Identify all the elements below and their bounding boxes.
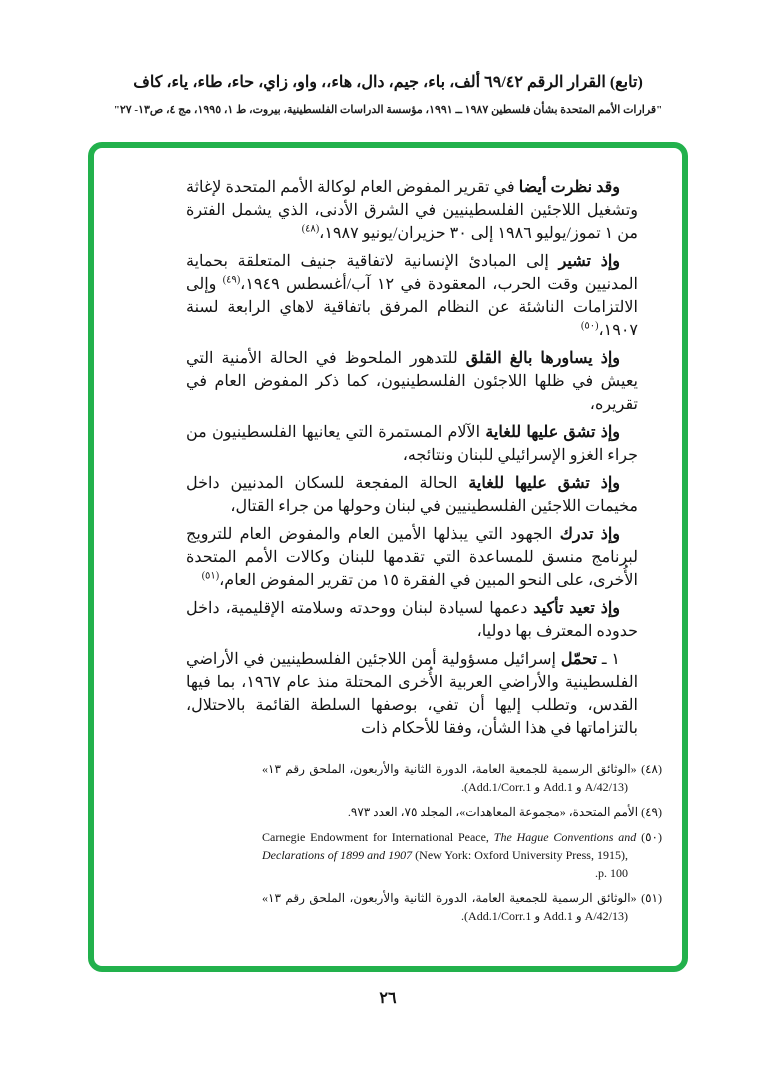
body-paragraph: وإذ تشير إلى المبادئ الإنسانية لاتفاقية جنيف المتعلقة بحماية المدنيين وقت الحرب، المعقودة في ١٢ آب/أغسطس ١٩٤٩،$^{(٤٩)}$ وإلى الالتزامات الناشئة عن النظام المرفق باتفاقية لاهاي الرابعة لسنة ١٩٠٧،$^{(٥٠)}$ <box>186 253 638 339</box>
page-title: (تابع) القرار الرقم ٦٩/٤٢ ألف، باء، جيم، دال، هاء،، واو، زاي، حاء، طاء، ياء، كاف <box>133 74 643 91</box>
footnote: (٥١) «الوثائق الرسمية للجمعية العامة، الدورة الثانية والأربعون، الملحق رقم ١٣» (A/42/13 و Add.1 و Add.1/Corr.1). <box>262 891 662 923</box>
body-paragraph: ١ ـ تحمّل إسرائيل مسؤولية أمن اللاجئين الفلسطينيين في الأراضي الفلسطينية والأراضي العربية الأُخرى المحتلة منذ عام ١٩٦٧، بما فيها القدس، وتطلب إليها أن تفي، بوصفها السلطة القائمة بالاحتلال، بالتزاماتها في هذا الشأن، وفقا للأحكام ذات <box>186 651 639 737</box>
footnote: (٤٩) الأمم المتحدة، «مجموعة المعاهدات»، المجلد ٧٥، العدد ٩٧٣. <box>347 805 662 819</box>
green-frame <box>88 142 688 972</box>
body-paragraph: وإذ تشق عليها للغاية الحالة المفجعة للسكان المدنيين داخل مخيمات اللاجئين الفلسطينيين في لبنان وحولها من جراء القتال، <box>186 475 638 515</box>
body-paragraph: وإذ تشق عليها للغاية الآلام المستمرة التي يعانيها الفلسطينيون من جراء الغزو الإسرائيلي للبنان ونتائجه، <box>186 424 638 464</box>
footnotes <box>262 760 662 925</box>
body-paragraph: وإذ تعيد تأكيد دعمها لسيادة لبنان ووحدته وسلامته الإقليمية، داخل حدوده المعترف بها دوليا، <box>186 600 638 640</box>
body-paragraph: وإذ يساورها بالغ القلق للتدهور الملحوظ في الحالة الأمنية التي يعيش في ظلها اللاجئون الفلسطينيون، كما ذكر المفوض العام في تقريره، <box>186 350 638 413</box>
resolution-body <box>186 176 638 740</box>
body-paragraph: وإذ تدرك الجهود التي يبذلها الأمين العام والمفوض العام للترويج لبرنامج منسق للمساعدة التي تقدمها للبنان وكالات الأمم المتحدة الأُخرى، على النحو المبين في الفقرة ١٥ من تقرير المفوض العام،$^{(٥١)}$ <box>186 526 638 589</box>
footnote: (٤٨) «الوثائق الرسمية للجمعية العامة، الدورة الثانية والأربعون، الملحق رقم ١٣» (A/42/13 و Add.1 و Add.1/Corr.1). <box>262 762 662 794</box>
body-paragraph: وقد نظرت أيضا في تقرير المفوض العام لوكالة الأمم المتحدة لإغاثة وتشغيل اللاجئين الفلسطينيين في الشرق الأدنى، الذي يشمل الفترة من ١ تموز/يوليو ١٩٨٦ إلى ٣٠ حزيران/يونيو ١٩٨٧،$^{(٤٨)}$ <box>186 179 638 242</box>
page-number: ٢٦ <box>379 990 397 1007</box>
source-line: "قرارات الأمم المتحدة بشأن فلسطين ١٩٨٧ ــ ١٩٩١، مؤسسة الدراسات الفلسطينية، بيروت، ط ١، ١٩٩٥، مج ٤، ص١٣- ٢٧" <box>113 104 663 116</box>
page-header <box>88 72 688 116</box>
footnote: (٥٠) Carnegie Endowment for International Peace, The Hague Conventions and Declarations of 1899 and 1907 (New York: Oxford University Press, 1915), p. 100. <box>262 830 662 880</box>
